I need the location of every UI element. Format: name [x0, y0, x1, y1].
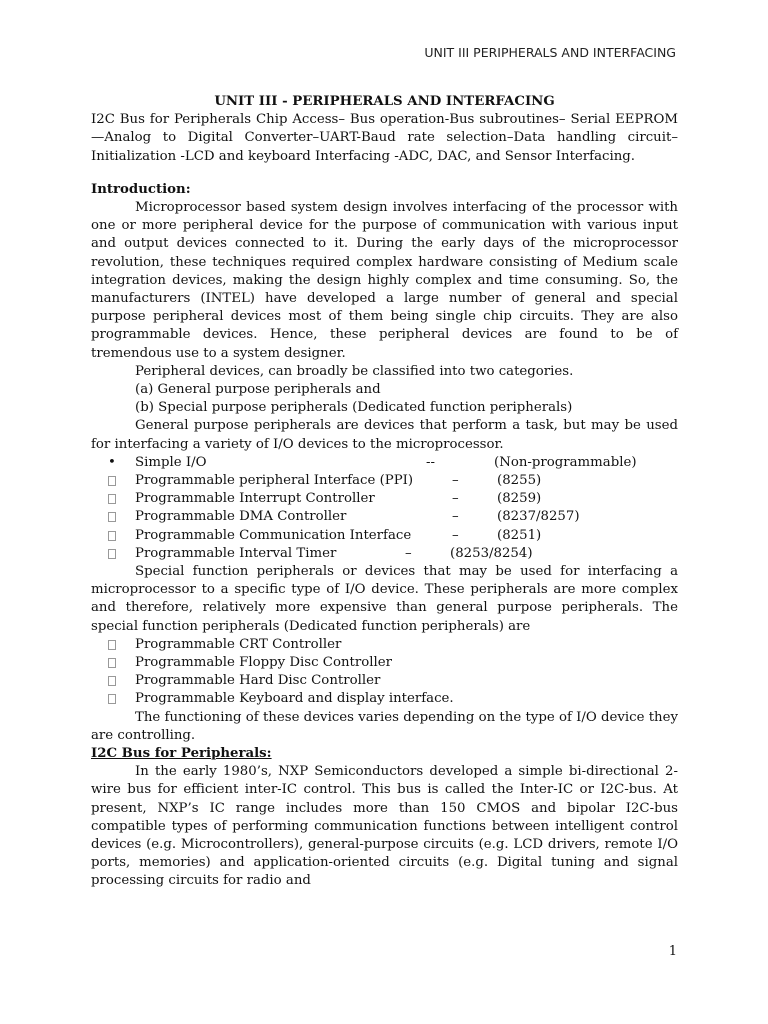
unit-title: UNIT III - PERIPHERALS AND INTERFACING: [214, 94, 555, 109]
item-label: Programmable peripheral Interface (PPI): [135, 473, 414, 489]
intro-paragraph: Microprocessor based system design involves interfacing of the processor with one or more peripheral device for the purpose of communication with various input and output devices connected to it. During the early days of the microprocessor revolution, these techniques required complex hardware consisting of Medium scale integration devices, making the design highly complex and time consuming. So, the manufacturers (INTEL) have developed a large number of general and special purpose peripheral devices most of them being single chip circuits. They are also programmable devices. Hence, these peripheral devices are found to be of tremendous use to a system designer.: [91, 200, 678, 361]
checkbox-icon: [108, 472, 128, 492]
i2c-heading: I2C Bus for Peripherals:: [91, 745, 272, 761]
item-code: (8259): [497, 491, 542, 507]
i2c-paragraph: In the early 1980’s, NXP Semiconductors developed a simple bi-directional 2-wire bus for efficient inter-IC control. This bus is called the Inter-IC or I2C-bus. At present, NXP’s IC range includes more than 150 CMOS and bipolar I2C-bus compatible types of performing communication functions between intelligent control devices (e.g. Microcontrollers), general-purpose circuits (e.g. LCD drivers, remote I/O ports, memories) and application-oriented circuits (e.g. Digital tuning and signal processing circuits for radio and: [91, 764, 678, 889]
general-purpose-paragraph: General purpose peripherals are devices that perform a task, but may be used for interfacing a variety of I/O devices to the microprocessor.: [91, 418, 678, 452]
checkbox-icon: [108, 527, 128, 547]
syllabus-paragraph: I2C Bus for Peripherals Chip Access– Bus operation-Bus subroutines– Serial EEPROM—Analog to Digital Converter–UART-Baud rate selection–Data handling circuit–Initialization -LCD and keyboard Interfacing -ADC, DAC, and Sensor Interfacing.: [91, 112, 678, 164]
checkbox-icon: [108, 508, 128, 528]
item-label: Programmable Interval Timer: [135, 545, 337, 561]
special-function-list: [91, 636, 678, 709]
item-label: Programmable Floppy Disc Controller: [135, 654, 392, 670]
item-dash: –: [452, 509, 459, 525]
list-item: [91, 545, 678, 563]
list-item: [91, 654, 678, 672]
functioning-paragraph: The functioning of these devices varies depending on the type of I/O device they are controlling.: [91, 709, 678, 743]
list-item: [91, 690, 678, 708]
item-label: Programmable DMA Controller: [135, 509, 347, 525]
list-item: [91, 490, 678, 508]
list-item: [91, 672, 678, 690]
checkbox-icon: [108, 672, 128, 692]
list-item: [91, 508, 678, 526]
item-label: Programmable Hard Disc Controller: [135, 673, 381, 689]
category-a: (a) General purpose peripherals and: [135, 382, 381, 398]
item-dash: --: [426, 454, 435, 470]
item-dash: –: [452, 473, 459, 489]
item-dash: –: [405, 545, 412, 561]
checkbox-icon: [108, 490, 128, 510]
item-label: Programmable CRT Controller: [135, 636, 342, 652]
running-header: UNIT III PERIPHERALS AND INTERFACING: [424, 45, 676, 60]
list-item: [91, 454, 678, 472]
list-item: [91, 472, 678, 490]
list-item: [91, 636, 678, 654]
item-code: (8253/8254): [450, 545, 533, 561]
special-function-paragraph: Special function peripherals or devices that may be used for interfacing a microprocessor to a specific type of I/O device. These peripherals are more complex and therefore, relatively more expensive than general purpose peripherals. The special function peripherals (Dedicated function peripherals) are: [91, 563, 678, 634]
introduction-heading: Introduction:: [91, 181, 191, 197]
checkbox-icon: [108, 636, 128, 656]
general-purpose-list: [91, 454, 678, 563]
page-number: 1: [668, 944, 677, 959]
page-content: [91, 93, 678, 891]
checkbox-icon: [108, 545, 128, 565]
item-code: (8255): [497, 473, 542, 489]
item-label: Programmable Keyboard and display interface.: [135, 691, 454, 707]
item-code: (Non-programmable): [494, 454, 637, 470]
item-dash: –: [452, 527, 459, 543]
checkbox-icon: [108, 690, 128, 710]
item-dash: –: [452, 491, 459, 507]
item-code: (8251): [497, 527, 542, 543]
checkbox-icon: [108, 654, 128, 674]
bullet-icon: •: [108, 454, 116, 470]
list-item: [91, 527, 678, 545]
category-b: (b) Special purpose peripherals (Dedicated function peripherals): [135, 400, 573, 416]
item-label: Programmable Interrupt Controller: [135, 491, 375, 507]
item-label: Simple I/O: [135, 454, 207, 470]
classification-sentence: Peripheral devices, can broadly be classified into two categories.: [135, 363, 574, 379]
item-code: (8237/8257): [497, 509, 580, 525]
item-label: Programmable Communication Interface: [135, 527, 412, 543]
